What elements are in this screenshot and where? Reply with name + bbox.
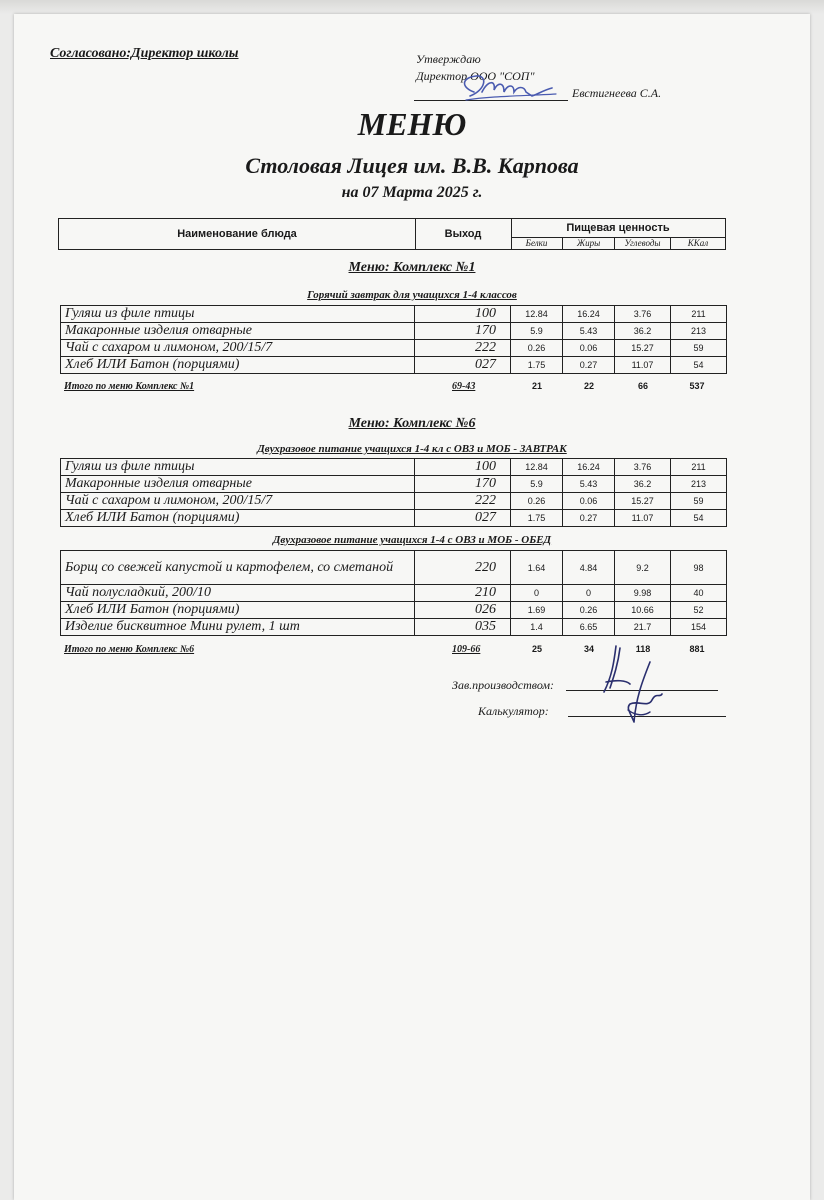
output-value: 170	[415, 476, 511, 493]
kcal-value: 154	[671, 619, 727, 636]
table-row	[61, 357, 727, 374]
proteins-value: 0.26	[511, 340, 563, 357]
production-head-label: Зав.производством:	[452, 678, 555, 692]
table-row	[61, 602, 727, 619]
output-value: 027	[415, 510, 511, 527]
approve-name: Евстигнеева С.А.	[572, 86, 662, 100]
kcal-value: 54	[671, 510, 727, 527]
total-label: Итого по меню Комплекс №1	[64, 381, 195, 392]
section-title-complex1: Меню: Комплекс №1	[348, 260, 476, 275]
fats-value: 16.24	[563, 306, 615, 323]
table-row	[61, 459, 727, 476]
col-dish-name: Наименование блюда	[59, 219, 416, 249]
kcal-value: 211	[671, 306, 727, 323]
dish-name: Хлеб ИЛИ Батон (порциями)	[61, 510, 415, 527]
director-signature	[452, 66, 562, 110]
kcal-value: 40	[671, 585, 727, 602]
col-fats: Жиры	[563, 237, 615, 249]
column-header	[58, 218, 726, 250]
carbs-value: 11.07	[615, 510, 671, 527]
dish-name: Изделие бисквитное Мини рулет, 1 шт	[61, 619, 415, 636]
group-title-breakfast-ovz: Двухразовое питание учащихся 1-4 кл с ОВЗ и МОБ - ЗАВТРАК	[257, 443, 567, 455]
calculator-label: Калькулятор:	[478, 704, 549, 718]
table-complex6-lunch	[60, 550, 727, 636]
section-title-complex6: Меню: Комплекс №6	[348, 416, 476, 431]
carbs-value: 3.76	[615, 459, 671, 476]
table-complex1	[60, 305, 727, 374]
group-title-lunch-ovz: Двухразовое питание учащихся 1-4 с ОВЗ и МОБ - ОБЕД	[272, 534, 552, 546]
carbs-value: 9.2	[615, 551, 671, 585]
carbs-value: 3.76	[615, 306, 671, 323]
col-output: Выход	[415, 219, 512, 249]
total-output: 69-43	[452, 381, 476, 392]
total-kcal: 881	[689, 644, 705, 654]
proteins-value: 1.69	[511, 602, 563, 619]
output-value: 100	[415, 459, 511, 476]
proteins-value: 1.75	[511, 357, 563, 374]
carbs-value: 21.7	[615, 619, 671, 636]
proteins-value: 5.9	[511, 476, 563, 493]
total-kcal: 537	[689, 381, 705, 391]
proteins-value: 12.84	[511, 306, 563, 323]
total-carbs: 66	[637, 381, 648, 391]
production-signature	[590, 642, 680, 732]
total-complex1	[60, 381, 726, 395]
output-value: 222	[415, 340, 511, 357]
dish-name: Борщ со свежей капустой и картофелем, со сметаной	[61, 551, 415, 585]
proteins-value: 12.84	[511, 459, 563, 476]
approve-role: Директор ООО "СОП"	[416, 69, 535, 83]
proteins-value: 5.9	[511, 323, 563, 340]
fats-value: 0.06	[563, 340, 615, 357]
kcal-value: 213	[671, 323, 727, 340]
output-value: 220	[415, 551, 511, 585]
dish-name: Хлеб ИЛИ Батон (порциями)	[61, 602, 415, 619]
fats-value: 5.43	[563, 323, 615, 340]
carbs-value: 10.66	[615, 602, 671, 619]
proteins-value: 0.26	[511, 493, 563, 510]
total-carbs: 118	[635, 644, 651, 654]
table-row	[61, 585, 727, 602]
table-row	[61, 510, 727, 527]
dish-name: Макаронные изделия отварные	[61, 323, 415, 340]
table-row	[61, 340, 727, 357]
table-row	[61, 619, 727, 636]
dish-name: Чай полусладкий, 200/10	[61, 585, 415, 602]
total-proteins: 21	[531, 381, 542, 391]
carbs-value: 15.27	[615, 493, 671, 510]
fats-value: 0.27	[563, 357, 615, 374]
output-value: 027	[415, 357, 511, 374]
fats-value: 6.65	[563, 619, 615, 636]
output-value: 222	[415, 493, 511, 510]
agreed-by-director: Согласовано:Директор школы	[50, 46, 239, 61]
proteins-value: 1.75	[511, 510, 563, 527]
approve-title: Утверждаю	[416, 52, 481, 66]
kcal-value: 98	[671, 551, 727, 585]
carbs-value: 36.2	[615, 323, 671, 340]
carbs-value: 15.27	[615, 340, 671, 357]
kcal-value: 59	[671, 340, 727, 357]
dish-name: Хлеб ИЛИ Батон (порциями)	[61, 357, 415, 374]
col-kcal: ККал	[687, 238, 709, 248]
fats-value: 5.43	[563, 476, 615, 493]
kcal-value: 54	[671, 357, 727, 374]
dish-name: Чай с сахаром и лимоном, 200/15/7	[61, 493, 415, 510]
table-row	[61, 476, 727, 493]
dish-name: Гуляш из филе птицы	[61, 459, 415, 476]
proteins-value: 1.4	[511, 619, 563, 636]
fats-value: 0.26	[563, 602, 615, 619]
table-row	[61, 306, 727, 323]
fats-value: 4.84	[563, 551, 615, 585]
paper-stack-edge	[0, 0, 824, 14]
proteins-value: 1.64	[511, 551, 563, 585]
dish-name: Макаронные изделия отварные	[61, 476, 415, 493]
kcal-value: 59	[671, 493, 727, 510]
col-nutrition: Пищевая ценность	[511, 219, 725, 238]
dish-name: Чай с сахаром и лимоном, 200/15/7	[61, 340, 415, 357]
group-title-breakfast: Горячий завтрак для учащихся 1-4 классов	[307, 289, 517, 301]
total-label: Итого по меню Комплекс №6	[64, 644, 195, 655]
fats-value: 0.27	[563, 510, 615, 527]
output-value: 100	[415, 306, 511, 323]
table-row	[61, 493, 727, 510]
fats-value: 0.06	[563, 493, 615, 510]
fats-value: 0	[563, 585, 615, 602]
page-title: МЕНЮ	[357, 106, 467, 142]
total-fats: 34	[583, 644, 594, 654]
menu-date: на 07 Марта 2025 г.	[341, 184, 483, 201]
dish-name: Гуляш из филе птицы	[61, 306, 415, 323]
output-value: 170	[415, 323, 511, 340]
kcal-value: 211	[671, 459, 727, 476]
carbs-value: 9.98	[615, 585, 671, 602]
total-output: 109-66	[452, 644, 481, 655]
carbs-value: 11.07	[615, 357, 671, 374]
kcal-value: 213	[671, 476, 727, 493]
canteen-name: Столовая Лицея им. В.В. Карпова	[245, 153, 579, 178]
proteins-value: 0	[511, 585, 563, 602]
table-row	[61, 323, 727, 340]
col-carbs: Углеводы	[615, 237, 671, 249]
table-complex6-breakfast	[60, 458, 727, 527]
output-value: 035	[415, 619, 511, 636]
total-fats: 22	[583, 381, 594, 391]
output-value: 026	[415, 602, 511, 619]
total-proteins: 25	[531, 644, 542, 654]
output-value: 210	[415, 585, 511, 602]
col-proteins: Белки	[511, 237, 563, 249]
kcal-value: 52	[671, 602, 727, 619]
fats-value: 16.24	[563, 459, 615, 476]
carbs-value: 36.2	[615, 476, 671, 493]
table-row	[61, 551, 727, 585]
